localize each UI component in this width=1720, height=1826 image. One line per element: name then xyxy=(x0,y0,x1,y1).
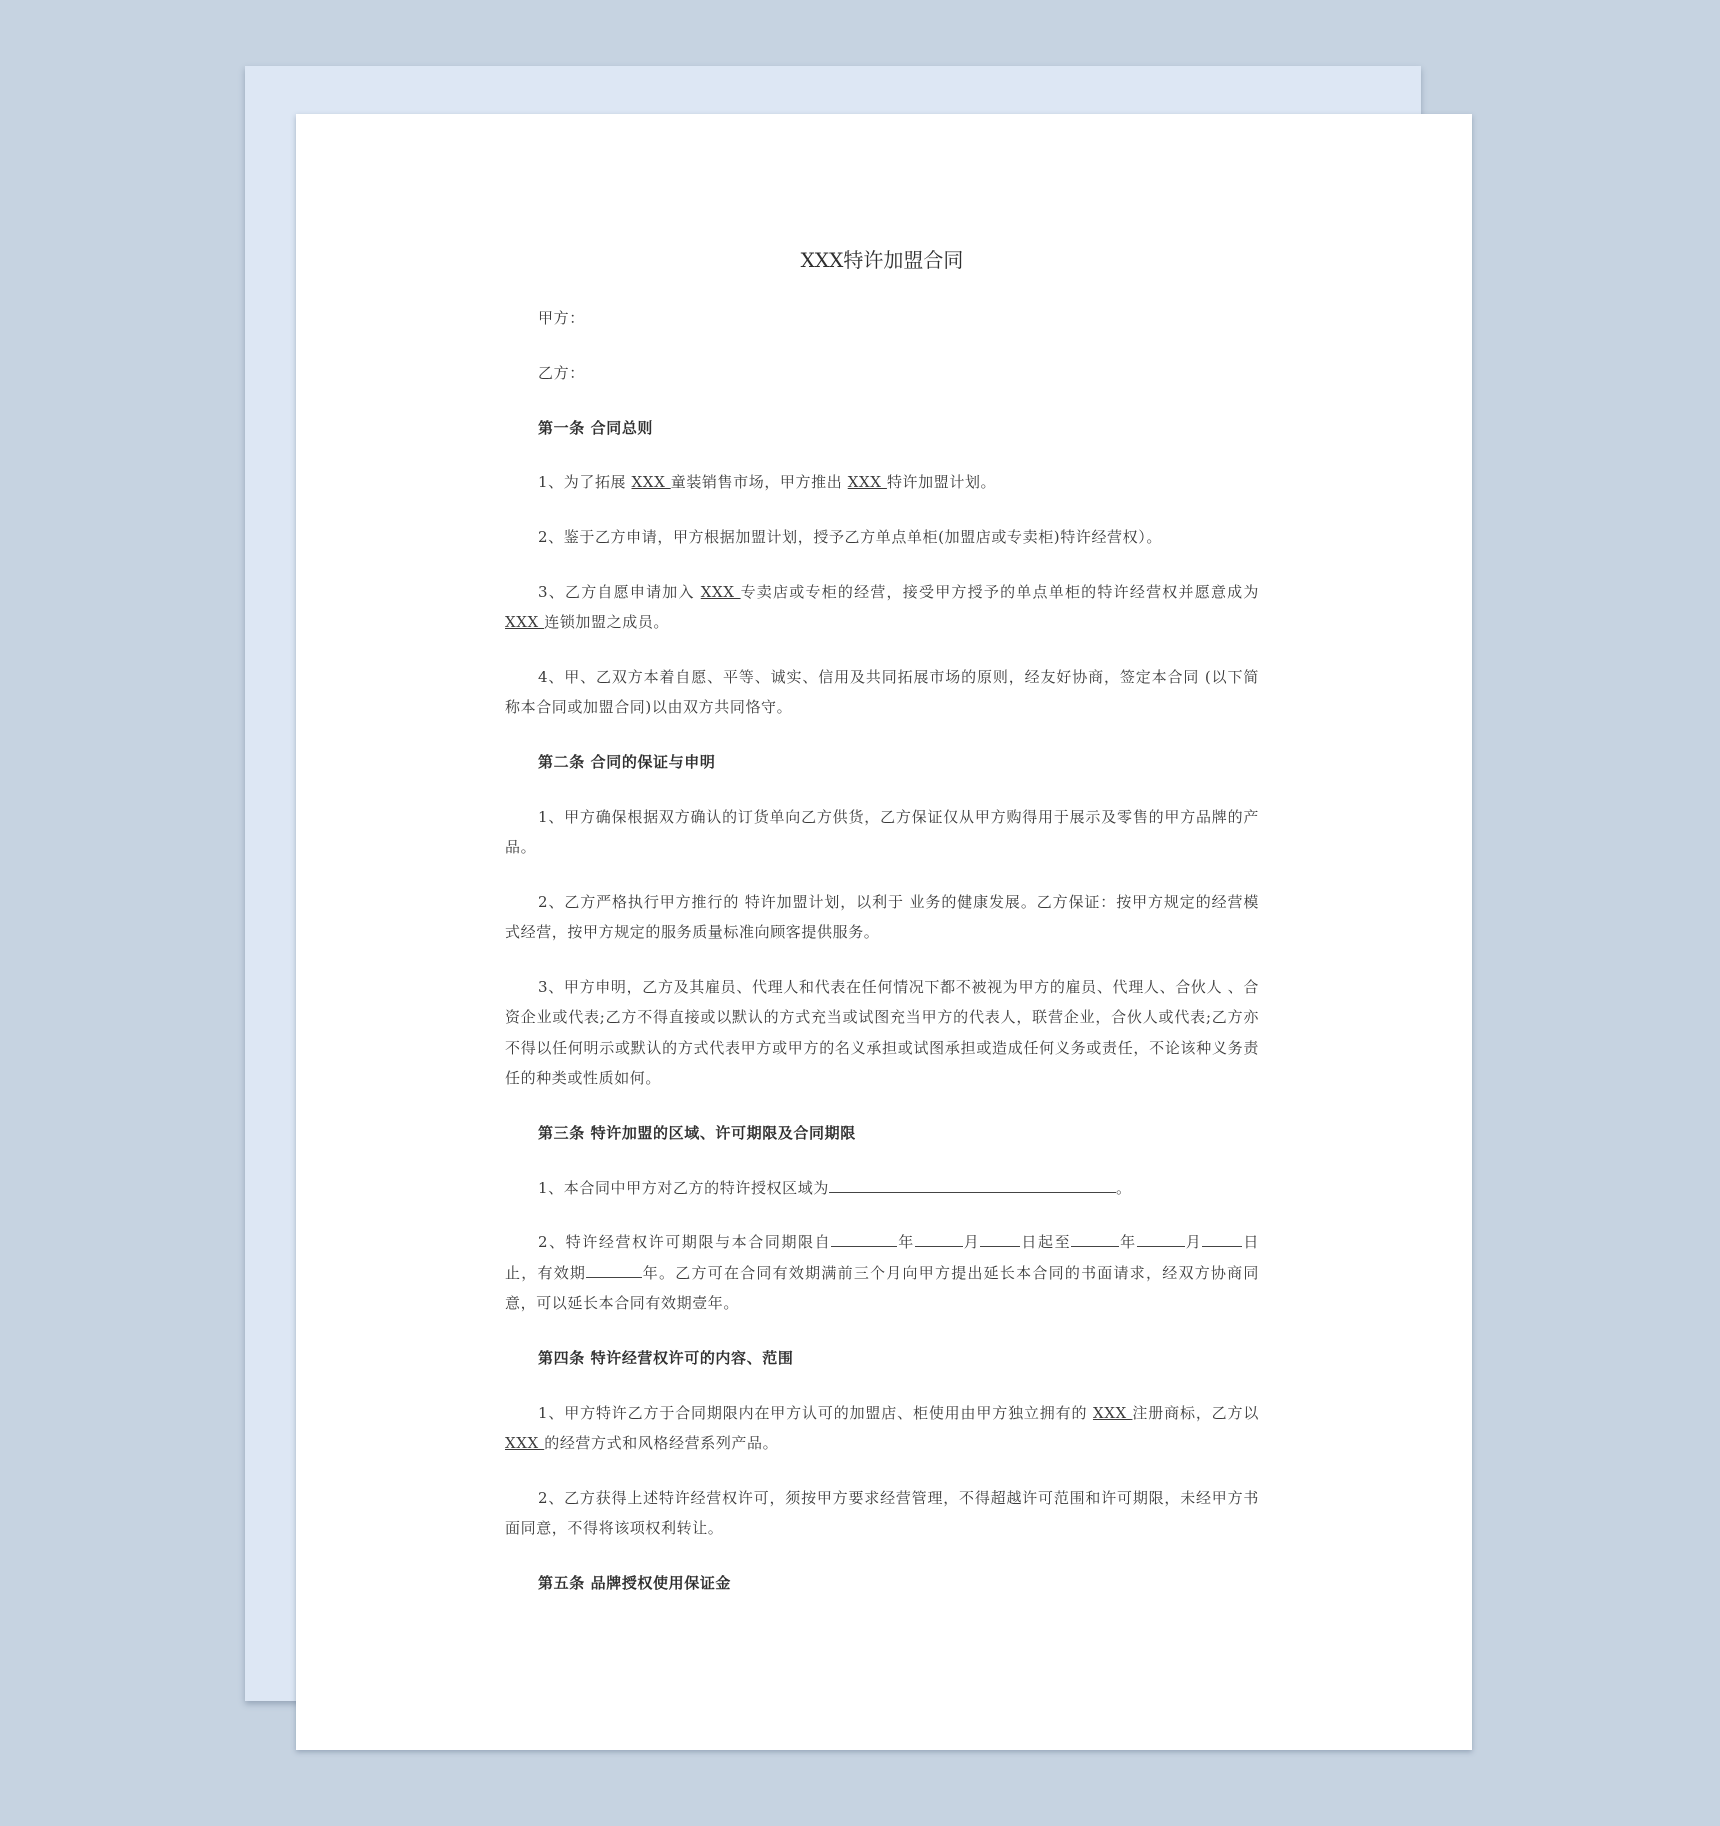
article-1-heading: 第一条 合同总则 xyxy=(538,418,654,437)
blank-field-end-day[interactable] xyxy=(1202,1228,1242,1247)
text: 年。乙方可在合同有效期满前三个月向甲方提出延长本合同的书面请求，经双方协商同意，可以延长本合同有效期壹年。 xyxy=(505,1263,1259,1313)
blank-field-start-year[interactable] xyxy=(831,1228,897,1247)
text: 注册商标，乙方以 xyxy=(1132,1403,1259,1422)
placeholder-xxx: XXX xyxy=(847,473,887,492)
text: 月 xyxy=(962,1233,981,1252)
article-4-clause-1 xyxy=(505,1398,1259,1459)
article-4-heading: 第四条 特许经营权许可的内容、范围 xyxy=(538,1348,794,1367)
text: 。 xyxy=(1115,1178,1132,1197)
placeholder-xxx: XXX xyxy=(1092,1403,1133,1422)
blank-field-end-month[interactable] xyxy=(1137,1228,1185,1247)
article-1-clause-4: 4、甲、乙双方本着自愿、平等、诚实、信用及共同拓展市场的原则，经友好协商，签定本合同 (以下简称本合同或加盟合同)以由双方共同恪守。 xyxy=(505,668,1259,717)
placeholder-xxx: XXX xyxy=(700,582,741,601)
article-3-heading: 第三条 特许加盟的区域、许可期限及合同期限 xyxy=(538,1123,856,1142)
article-2-clause-3: 3、甲方申明，乙方及其雇员、代理人和代表在任何情况下都不被视为甲方的雇员、代理人、合伙人 、合资企业或代表;乙方不得直接或以默认的方式充当或试图充当甲方的代表人，联营企业，合伙人或代表;乙方亦不得以任何明示或默认的方式代表甲方或甲方的名义承担或试图承担或造成任何义务或责任，不论该种义务责任的种类或性质如何。 xyxy=(505,978,1259,1088)
text: 连锁加盟之成员。 xyxy=(544,613,670,632)
text: 1、甲方特许乙方于合同期限内在甲方认可的加盟店、柜使用由甲方独立拥有的 xyxy=(538,1403,1093,1422)
party-a: 甲方： xyxy=(538,309,585,327)
placeholder-xxx: XXX xyxy=(631,473,671,492)
text: 特许加盟计划。 xyxy=(886,473,997,492)
text: 日止，有效期 xyxy=(505,1233,1259,1282)
placeholder-xxx: XXX xyxy=(505,1433,545,1452)
blank-field-start-month[interactable] xyxy=(915,1228,963,1247)
document-title: XXX特许加盟合同 xyxy=(800,248,964,272)
blank-field-start-day[interactable] xyxy=(980,1228,1020,1247)
blank-field-region[interactable] xyxy=(829,1174,1116,1193)
article-1-clause-3 xyxy=(505,577,1259,638)
article-4-clause-2: 2、乙方获得上述特许经营权许可，须按甲方要求经营管理，不得超越许可范围和许可期限，未经甲方书面同意，不得将该项权利转让。 xyxy=(505,1488,1259,1538)
text: 3、乙方自愿申请加入 xyxy=(538,582,701,601)
document-page xyxy=(296,114,1472,1750)
article-1-clause-1 xyxy=(505,467,1259,497)
text: 专卖店或专柜的经营，接受甲方授予的单点单柜的特许经营权并愿意成为 xyxy=(740,582,1259,601)
article-1-clause-2: 2、鉴于乙方申请，甲方根据加盟计划，授予乙方单点单柜(加盟店或专卖柜)特许经营权）。 xyxy=(538,528,1162,547)
article-3-clause-2 xyxy=(505,1227,1259,1318)
article-5-heading: 第五条 品牌授权使用保证金 xyxy=(538,1573,732,1592)
text: 年 xyxy=(897,1233,915,1252)
article-2-clause-2: 2、乙方严格执行甲方推行的 特许加盟计划，以利于 业务的健康发展。乙方保证：按甲方规定的经营模式经营，按甲方规定的服务质量标准向顾客提供服务。 xyxy=(505,893,1259,942)
placeholder-xxx: XXX xyxy=(505,613,545,632)
article-2-clause-1: 1、甲方确保根据双方确认的订货单向乙方供货，乙方保证仅从甲方购得用于展示及零售的甲方品牌的产品。 xyxy=(505,807,1259,857)
party-b: 乙方： xyxy=(538,363,585,382)
article-2-heading: 第二条 合同的保证与申明 xyxy=(538,753,716,772)
text: 2、特许经营权许可期限与本合同期限自 xyxy=(538,1233,832,1252)
text: 1、为了拓展 xyxy=(538,473,632,492)
text: 的经营方式和风格经营系列产品。 xyxy=(544,1433,779,1452)
article-3-clause-1 xyxy=(505,1173,1259,1203)
text: 日起至 xyxy=(1020,1233,1072,1252)
text: 1、本合同中甲方对乙方的特许授权区域为 xyxy=(538,1178,829,1197)
text: 童装销售市场，甲方推出 xyxy=(670,473,848,492)
text: 年 xyxy=(1119,1233,1137,1252)
document-body xyxy=(505,245,1259,1623)
blank-field-validity-years[interactable] xyxy=(586,1259,642,1278)
text: 月 xyxy=(1184,1233,1203,1252)
blank-field-end-year[interactable] xyxy=(1071,1228,1119,1247)
